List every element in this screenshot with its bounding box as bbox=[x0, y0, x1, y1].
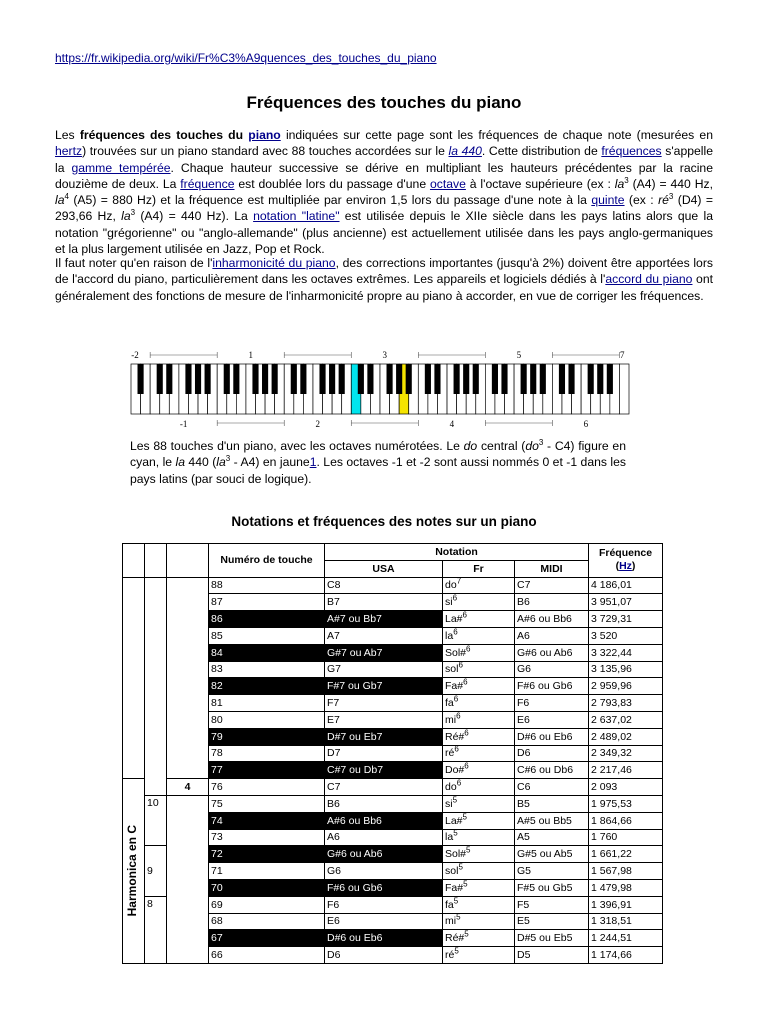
frequency-cell: 3 520 bbox=[589, 627, 663, 644]
key-number-cell: 66 bbox=[209, 947, 325, 964]
link-frequences[interactable]: fréquences bbox=[601, 144, 662, 159]
key-number-cell: 74 bbox=[209, 812, 325, 829]
black-key bbox=[205, 364, 211, 394]
frequency-cell: 2 959,96 bbox=[589, 678, 663, 695]
fr-notation-cell: $fa^6$ bbox=[443, 695, 515, 712]
frequency-cell: 1 975,53 bbox=[589, 795, 663, 812]
link-inharmonicite[interactable]: inharmonicité du piano bbox=[212, 256, 336, 270]
key-number-cell: 73 bbox=[209, 829, 325, 846]
header-frequency: Fréquence (Hz) bbox=[589, 544, 663, 578]
link-frequence[interactable]: fréquence bbox=[180, 176, 235, 191]
black-key bbox=[463, 364, 469, 394]
black-key bbox=[157, 364, 163, 394]
midi-notation-cell: E5 bbox=[515, 913, 589, 930]
key-number-cell: 68 bbox=[209, 913, 325, 930]
black-key bbox=[396, 364, 402, 394]
link-octave[interactable]: octave bbox=[429, 176, 466, 191]
link-hz[interactable]: Hz bbox=[619, 560, 632, 573]
midi-notation-cell: B6 bbox=[515, 594, 589, 611]
key-number-cell: 84 bbox=[209, 644, 325, 661]
black-key bbox=[454, 364, 460, 394]
black-key bbox=[473, 364, 479, 394]
octave-label: 1 bbox=[248, 350, 253, 360]
midi-notation-cell: G5 bbox=[515, 863, 589, 880]
frequency-cell: 2 093 bbox=[589, 779, 663, 796]
frequency-cell: 3 951,07 bbox=[589, 594, 663, 611]
usa-notation-cell: D#6 ou Eb6 bbox=[325, 930, 443, 947]
frequency-cell: 1 244,51 bbox=[589, 930, 663, 947]
usa-notation-cell: A7 bbox=[325, 627, 443, 644]
frequency-cell: 1 864,66 bbox=[589, 812, 663, 829]
black-key bbox=[291, 364, 297, 394]
black-key bbox=[540, 364, 546, 394]
midi-notation-cell: F#6 ou Gb6 bbox=[515, 678, 589, 695]
link-reference-1[interactable]: 1 bbox=[309, 455, 317, 470]
black-key bbox=[492, 364, 498, 394]
header-key-number: Numéro de touche bbox=[209, 544, 325, 578]
black-key bbox=[185, 364, 191, 394]
usa-notation-cell: B6 bbox=[325, 795, 443, 812]
frequency-cell: 4 186,01 bbox=[589, 577, 663, 594]
header-blank-2 bbox=[145, 544, 167, 578]
key-number-cell: 81 bbox=[209, 695, 325, 712]
key-number-cell: 80 bbox=[209, 711, 325, 728]
fr-notation-cell: $ré^6$ bbox=[443, 745, 515, 762]
fr-notation-cell: Fa#$^6$ bbox=[443, 678, 515, 695]
fr-notation-cell: La#$^6$ bbox=[443, 611, 515, 628]
midi-notation-cell: C6 bbox=[515, 779, 589, 796]
black-key bbox=[195, 364, 201, 394]
black-key bbox=[339, 364, 345, 394]
header-notation: Notation bbox=[325, 544, 589, 561]
black-key bbox=[138, 364, 144, 394]
fr-notation-cell: La#$^5$ bbox=[443, 812, 515, 829]
table-row bbox=[123, 795, 663, 812]
frequency-cell: 2 637,02 bbox=[589, 711, 663, 728]
midi-notation-cell: D#5 ou Eb5 bbox=[515, 930, 589, 947]
frequency-cell: 2 489,02 bbox=[589, 728, 663, 745]
link-la440[interactable]: la 440 bbox=[448, 144, 482, 159]
key-number-cell: 67 bbox=[209, 930, 325, 947]
midi-notation-cell: A5 bbox=[515, 829, 589, 846]
frequency-cell: 1 174,66 bbox=[589, 947, 663, 964]
key-number-cell: 78 bbox=[209, 745, 325, 762]
usa-notation-cell: F6 bbox=[325, 896, 443, 913]
usa-notation-cell: B7 bbox=[325, 594, 443, 611]
frequency-cell: 2 217,46 bbox=[589, 762, 663, 779]
midi-notation-cell: F#5 ou Gb5 bbox=[515, 879, 589, 896]
black-key bbox=[530, 364, 536, 394]
midi-notation-cell: C#6 ou Db6 bbox=[515, 762, 589, 779]
fr-notation-cell: $ré^5$ bbox=[443, 947, 515, 964]
usa-notation-cell: E7 bbox=[325, 711, 443, 728]
black-key bbox=[224, 364, 230, 394]
header-midi: MIDI bbox=[515, 560, 589, 577]
usa-notation-cell: D#7 ou Eb7 bbox=[325, 728, 443, 745]
fr-notation-cell: Ré#$^5$ bbox=[443, 930, 515, 947]
midi-notation-cell: D5 bbox=[515, 947, 589, 964]
octave-label: 4 bbox=[449, 419, 455, 429]
key-number-cell: 71 bbox=[209, 863, 325, 880]
black-key bbox=[521, 364, 527, 394]
usa-notation-cell: A6 bbox=[325, 829, 443, 846]
octave-label: 6 bbox=[583, 419, 589, 429]
notes-frequency-table bbox=[122, 543, 663, 964]
fr-notation-cell: Do#$^6$ bbox=[443, 762, 515, 779]
fr-notation-cell: sol$^5$ bbox=[443, 863, 515, 880]
fr-notation-cell: $do^6$ bbox=[443, 779, 515, 796]
harmonica-label: Harmonica en C bbox=[125, 825, 139, 917]
octave-label: 3 bbox=[382, 350, 388, 360]
key-number-cell: 82 bbox=[209, 678, 325, 695]
black-key bbox=[425, 364, 431, 394]
black-key bbox=[262, 364, 268, 394]
black-key bbox=[607, 364, 613, 394]
black-key bbox=[597, 364, 603, 394]
keyboard-caption: Les 88 touches d'un piano, avec les octaves numérotées. Le do central $(do^3 - C4)$ figure en cyan, le la 440 $(la^3 - A4)$ en jaune1. Les octaves -1 et -2 sont aussi nommés 0 et -1 dans les pays latins (par souci de logique). bbox=[130, 437, 626, 486]
midi-notation-cell: A#6 ou Bb6 bbox=[515, 611, 589, 628]
harmonica-label-cell bbox=[123, 779, 145, 964]
fr-notation-cell: Fa#$^5$ bbox=[443, 879, 515, 896]
usa-notation-cell: C7 bbox=[325, 779, 443, 796]
key-number-cell: 69 bbox=[209, 896, 325, 913]
link-quinte[interactable]: quinte bbox=[591, 193, 625, 208]
key-number-cell: 83 bbox=[209, 661, 325, 678]
fr-notation-cell: $mi^6$ bbox=[443, 711, 515, 728]
header-fr: Fr bbox=[443, 560, 515, 577]
midi-notation-cell: G6 bbox=[515, 661, 589, 678]
black-key bbox=[501, 364, 507, 394]
black-key bbox=[358, 364, 364, 394]
octave-4-cell: 4 bbox=[167, 779, 209, 796]
key-number-cell: 79 bbox=[209, 728, 325, 745]
piano-keyboard-image bbox=[130, 346, 630, 436]
frequency-cell: 2 349,32 bbox=[589, 745, 663, 762]
usa-notation-cell: D6 bbox=[325, 947, 443, 964]
midi-notation-cell: B5 bbox=[515, 795, 589, 812]
black-key bbox=[406, 364, 412, 394]
usa-notation-cell: A#6 ou Bb6 bbox=[325, 812, 443, 829]
table-header-row bbox=[123, 544, 663, 561]
key-number-cell: 72 bbox=[209, 846, 325, 863]
key-number-cell: 88 bbox=[209, 577, 325, 594]
frequency-cell: 3 135,96 bbox=[589, 661, 663, 678]
octave-label: 2 bbox=[315, 419, 320, 429]
link-hertz[interactable]: hertz bbox=[55, 144, 83, 159]
fr-notation-cell: $do^7$ bbox=[443, 577, 515, 594]
black-key bbox=[434, 364, 440, 394]
frequency-cell: 1 318,51 bbox=[589, 913, 663, 930]
blank-cell bbox=[145, 577, 167, 795]
frequency-cell: 3 322,44 bbox=[589, 644, 663, 661]
frequency-cell: 1 760 bbox=[589, 829, 663, 846]
fr-notation-cell: $si^5$ bbox=[443, 795, 515, 812]
usa-notation-cell: F#6 ou Gb6 bbox=[325, 879, 443, 896]
frequency-cell: 1 479,98 bbox=[589, 879, 663, 896]
frequency-cell: 1 396,91 bbox=[589, 896, 663, 913]
black-key bbox=[329, 364, 335, 394]
table-row bbox=[123, 779, 663, 796]
header-blank-3 bbox=[167, 544, 209, 578]
usa-notation-cell: G#7 ou Ab7 bbox=[325, 644, 443, 661]
fr-notation-cell: $fa^5$ bbox=[443, 896, 515, 913]
link-piano[interactable]: piano bbox=[248, 128, 281, 142]
octave-label: -1 bbox=[179, 419, 188, 429]
black-key bbox=[559, 364, 565, 394]
fr-notation-cell: sol$^6$ bbox=[443, 661, 515, 678]
midi-notation-cell: F6 bbox=[515, 695, 589, 712]
key-number-cell: 86 bbox=[209, 611, 325, 628]
hole-8-cell: 8 bbox=[145, 896, 167, 963]
hole-9-cell: 9 bbox=[145, 846, 167, 896]
blank-cell bbox=[123, 577, 145, 779]
black-key bbox=[233, 364, 239, 394]
usa-notation-cell: F#7 ou Gb7 bbox=[325, 678, 443, 695]
usa-notation-cell: C8 bbox=[325, 577, 443, 594]
frequency-cell: 1 661,22 bbox=[589, 846, 663, 863]
fr-notation-cell: Sol#$^5$ bbox=[443, 846, 515, 863]
usa-notation-cell: D7 bbox=[325, 745, 443, 762]
frequency-cell: 1 567,98 bbox=[589, 863, 663, 880]
key-number-cell: 77 bbox=[209, 762, 325, 779]
key-number-cell: 76 bbox=[209, 779, 325, 796]
key-number-cell: 85 bbox=[209, 627, 325, 644]
usa-notation-cell: E6 bbox=[325, 913, 443, 930]
key-number-cell: 87 bbox=[209, 594, 325, 611]
hole-10-cell: 10 bbox=[145, 795, 167, 845]
fr-notation-cell: Ré#$^6$ bbox=[443, 728, 515, 745]
fr-notation-cell: Sol#$^6$ bbox=[443, 644, 515, 661]
usa-notation-cell: A#7 ou Bb7 bbox=[325, 611, 443, 628]
blank-cell bbox=[167, 577, 209, 779]
midi-notation-cell: A#5 ou Bb5 bbox=[515, 812, 589, 829]
midi-notation-cell: D#6 ou Eb6 bbox=[515, 728, 589, 745]
fr-notation-cell: $la^5$ bbox=[443, 829, 515, 846]
black-key bbox=[300, 364, 306, 394]
header-usa: USA bbox=[325, 560, 443, 577]
frequency-cell: 2 793,83 bbox=[589, 695, 663, 712]
fr-notation-cell: $si^6$ bbox=[443, 594, 515, 611]
key-number-cell: 70 bbox=[209, 879, 325, 896]
midi-notation-cell: C7 bbox=[515, 577, 589, 594]
midi-notation-cell: G#5 ou Ab5 bbox=[515, 846, 589, 863]
key-number-cell: 75 bbox=[209, 795, 325, 812]
white-key bbox=[619, 364, 629, 414]
black-key bbox=[166, 364, 172, 394]
link-accord-du-piano[interactable]: accord du piano bbox=[605, 272, 693, 287]
fr-notation-cell: $mi^5$ bbox=[443, 913, 515, 930]
black-key bbox=[252, 364, 258, 394]
midi-notation-cell: A6 bbox=[515, 627, 589, 644]
link-notation-latine[interactable]: notation "latine" bbox=[253, 209, 340, 224]
inharmonicity-paragraph: Il faut noter qu'en raison de l'inharmonicité du piano, des corrections importantes (jusqu'à 2%) doivent être apportées lors de l'accord du piano, particulièrement dans les octaves extrêmes. Les appareils et logiciels dédiés à l'accord du piano ont généralement des fonctions de mesure de l'inharmonicité propre au piano à accorder, en vue de corriger les fréquences. bbox=[55, 256, 713, 303]
midi-notation-cell: G#6 ou Ab6 bbox=[515, 644, 589, 661]
frequency-cell: 3 729,31 bbox=[589, 611, 663, 628]
black-key bbox=[319, 364, 325, 394]
usa-notation-cell: F7 bbox=[325, 695, 443, 712]
midi-notation-cell: D6 bbox=[515, 745, 589, 762]
midi-notation-cell: F5 bbox=[515, 896, 589, 913]
black-key bbox=[272, 364, 278, 394]
black-key bbox=[568, 364, 574, 394]
blank-cell bbox=[167, 795, 209, 963]
midi-notation-cell: E6 bbox=[515, 711, 589, 728]
black-key bbox=[387, 364, 393, 394]
usa-notation-cell: C#7 ou Db7 bbox=[325, 762, 443, 779]
fr-notation-cell: $la^6$ bbox=[443, 627, 515, 644]
usa-notation-cell: G#6 ou Ab6 bbox=[325, 846, 443, 863]
black-key bbox=[367, 364, 373, 394]
link-gamme-temperee[interactable]: gamme tempérée bbox=[71, 160, 171, 175]
usa-notation-cell: G6 bbox=[325, 863, 443, 880]
table-title: Notations et fréquences des notes sur un piano bbox=[231, 514, 537, 529]
table-row bbox=[123, 577, 663, 594]
header-blank-1 bbox=[123, 544, 145, 578]
octave-label: 5 bbox=[516, 350, 522, 360]
page-title: Fréquences des touches du piano bbox=[246, 93, 522, 112]
intro-paragraph: Les fréquences des touches du piano indiquées sur cette page sont les fréquences de chaque note (mesurées en hertz) trouvées sur un piano standard avec 88 touches accordées sur le la 440. Cette distribution de fréquences s'appelle la gamme tempérée. Chaque hauteur successive se dérive en multipliant les hauteurs précédentes par la racine douzième de deux. La fréquence est doublée lors du passage d'une octave à l'octave supérieure (ex : $la^3$ (A4) = 440 Hz, $la^4$ (A5) = 880 Hz) et la fréquence est multipliée par environ 1,5 lors du passage d'une note à la quinte (ex : $ré^3$ (D4) = 293,66 Hz, $la^3$ (A4) = 440 Hz). La notation "latine" est utilisée depuis le XIIe siècle dans les pays latins alors que la notation "grégorienne" ou "anglo-allemande" (plus ancienne) est actuellement utilisée dans les pays anglo-germaniques et la plus largement utilisée en Jazz, Pop et Rock. bbox=[55, 128, 713, 257]
usa-notation-cell: G7 bbox=[325, 661, 443, 678]
octave-label: -2 bbox=[131, 350, 139, 360]
black-key bbox=[588, 364, 594, 394]
octave-label: 7 bbox=[620, 350, 625, 360]
source-url-link[interactable]: https://fr.wikipedia.org/wiki/Fr%C3%A9quences_des_touches_du_piano bbox=[55, 51, 437, 65]
